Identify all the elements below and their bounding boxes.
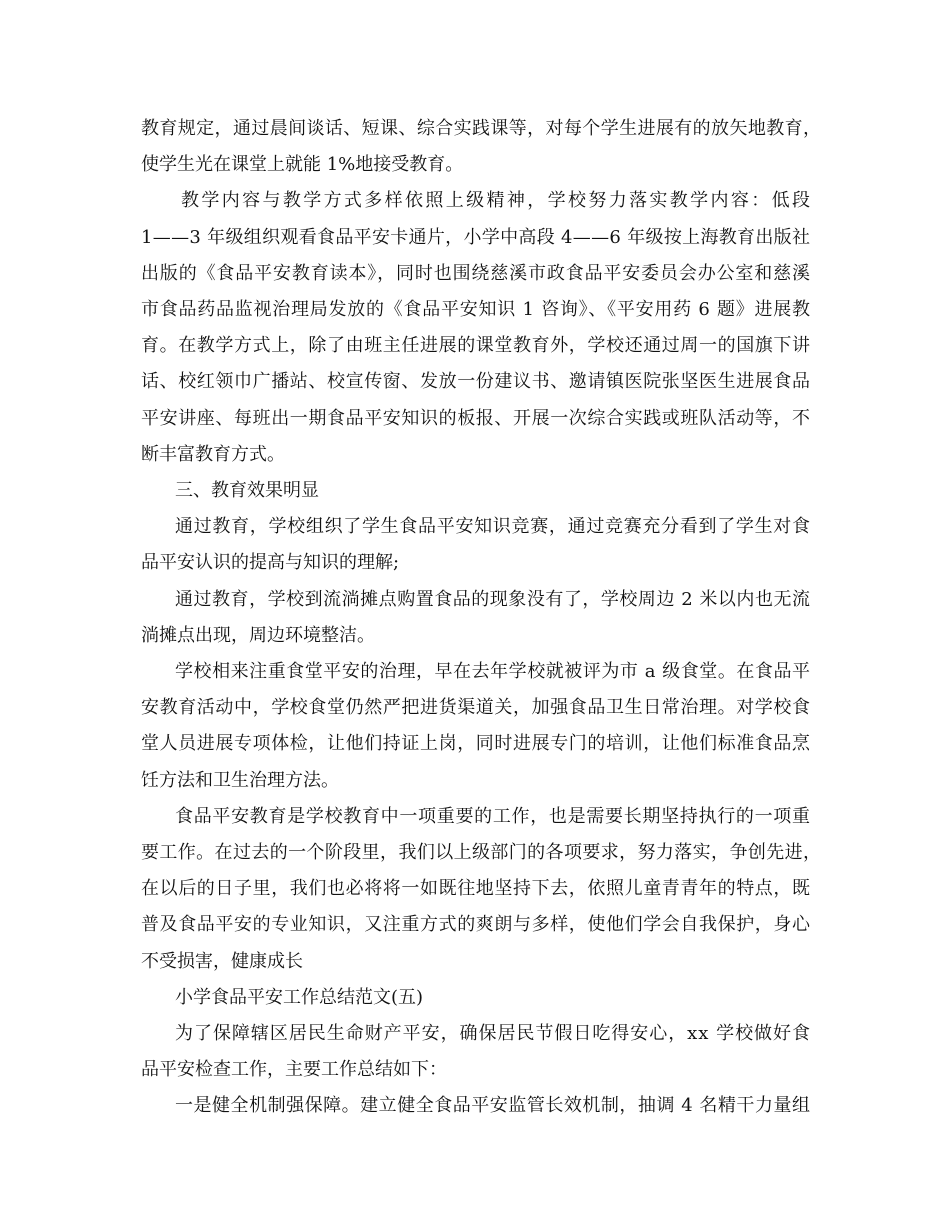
paragraph-start-line: 通过教育，学校到流淌摊点购置食品的现象没有了，学校周边 2 米以内也无流 <box>175 589 811 610</box>
text-line: 教育规定，通过晨间谈话、短课、综合实践课等，对每个学生进展有的放矢地教育， <box>141 118 822 139</box>
text-line: 堂人员进展专项体检，让他们持证上岗，同时进展专门的培训，让他们标准食品烹 <box>141 733 811 754</box>
text-line: 品平安认识的提高与知识的理解; <box>141 552 400 573</box>
text-line: 安教育活动中，学校食堂仍然严把进货渠道关，加强食品卫生日常治理。对学校食 <box>141 697 811 718</box>
text-line: 平安讲座、每班出一期食品平安知识的板报、开展一次综合实践或班队活动等，不 <box>141 408 811 429</box>
paragraph-start-line: 一是健全机制强保障。建立健全食品平安监管长效机制，抽调 4 名精干力量组 <box>175 1095 811 1116</box>
paragraph-start-line: 为了保障辖区居民生命财产平安，确保居民节假日吃得安心，xx 学校做好食 <box>175 1023 811 1044</box>
text-line: 淌摊点出现，周边环境整洁。 <box>141 625 375 646</box>
section-heading: 三、教育效果明显 <box>175 480 319 501</box>
text-line: 品平安检查工作，主要工作总结如下： <box>141 1059 447 1080</box>
text-line: 市食品药品监视治理局发放的《食品平安知识 1 咨询》、《平安用药 6 题》进展教 <box>141 299 811 320</box>
paragraph-start-line: 教学内容与教学方式多样依照上级精神，学校努力落实教学内容：低段 <box>181 190 813 211</box>
section-heading: 小学食品平安工作总结范文(五) <box>175 987 424 1008</box>
text-line: 饪方法和卫生治理方法。 <box>141 770 339 791</box>
text-line: 在以后的日子里，我们也必将将一如既往地坚持下去，依照儿童青青年的特点，既 <box>141 878 811 899</box>
text-line: 不受损害，健康成长 <box>141 951 303 972</box>
text-line: 出版的《食品平安教育读本》，同时也围绕慈溪市政食品平安委员会办公室和慈溪 <box>141 263 811 284</box>
text-line: 断丰富教育方式。 <box>141 444 285 465</box>
text-line: 使学生光在课堂上就能 1%地接受教育。 <box>141 154 464 175</box>
text-line: 话、校红领巾广播站、校宣传窗、发放一份建议书、邀请镇医院张坚医生进展食品 <box>141 371 811 392</box>
text-line: 普及食品平安的专业知识，又注重方式的爽朗与多样，使他们学会自我保护，身心 <box>141 914 811 935</box>
text-line: 要工作。在过去的一个阶段里，我们以上级部门的各项要求，努力落实，争创先进， <box>141 842 822 863</box>
paragraph-start-line: 食品平安教育是学校教育中一项重要的工作，也是需要长期坚持执行的一项重 <box>175 806 811 827</box>
text-line: 1——3 年级组织观看食品平安卡通片，小学中高段 4——6 年级按上海教育出版社 <box>141 227 811 248</box>
text-line: 育。在教学方式上，除了由班主任进展的课堂教育外，学校还通过周一的国旗下讲 <box>141 335 811 356</box>
paragraph-start-line: 通过教育，学校组织了学生食品平安知识竞赛，通过竞赛充分看到了学生对食 <box>175 516 811 537</box>
paragraph-start-line: 学校相来注重食堂平安的治理，早在去年学校就被评为市 a 级食堂。在食品平 <box>175 661 811 682</box>
